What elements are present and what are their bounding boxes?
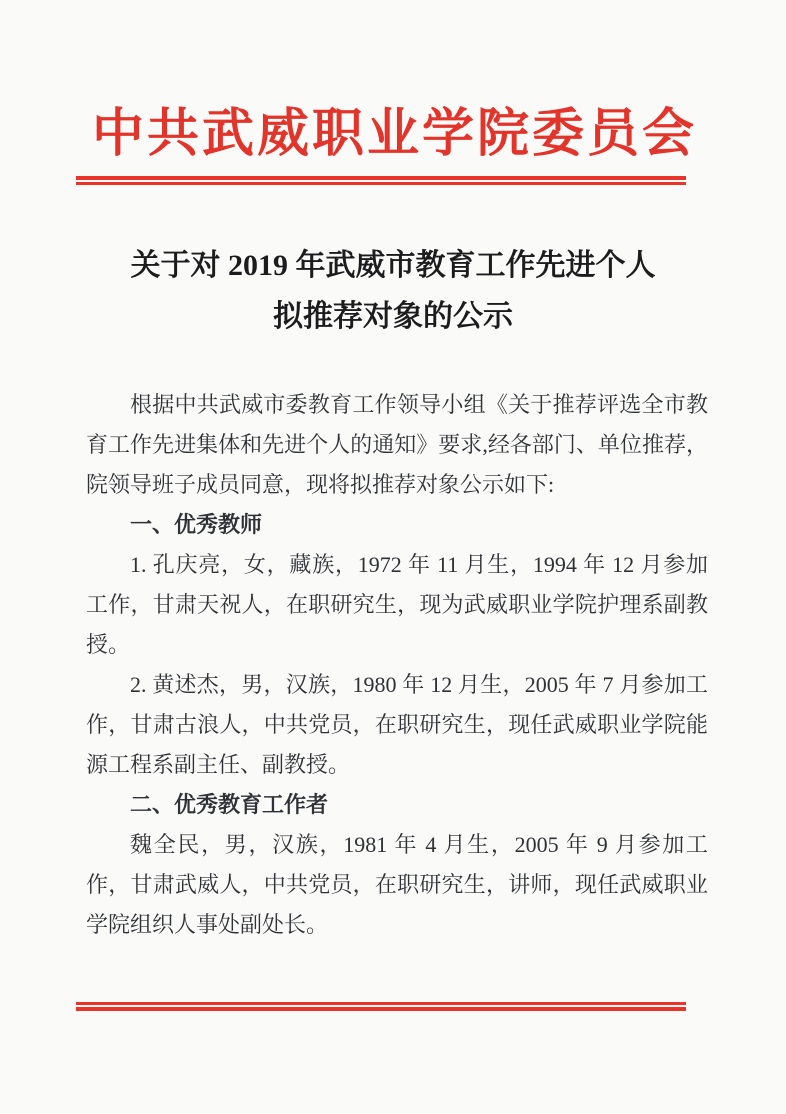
separator-thin-line	[76, 182, 686, 185]
person-item-1: 1. 孔庆亮，女，藏族，1972 年 11 月生，1994 年 12 月参加工作，甘肃天祝人，在职研究生，现为武威职业学院护理系副教授。	[86, 552, 708, 657]
footer-separator	[76, 1002, 686, 1011]
document-body	[86, 385, 708, 945]
intro-paragraph: 根据中共武威市委教育工作领导小组《关于推荐评选全市教育工作先进集体和先进个人的通知》要求,经各部门、单位推荐，院领导班子成员同意，现将拟推荐对象公示如下:	[86, 392, 708, 497]
section-2-heading: 二、优秀教育工作者	[130, 792, 329, 817]
document-title	[0, 240, 786, 342]
person-item-2: 2. 黄述杰，男，汉族，1980 年 12 月生，2005 年 7 月参加工作，甘肃古浪人，中共党员，在职研究生，现任武威职业学院能源工程系副主任、副教授。	[86, 672, 708, 777]
letterhead-separator	[76, 176, 686, 185]
person-item-3: 魏全民，男，汉族，1981 年 4 月生，2005 年 9 月参加工作，甘肃武威人，中共党员，在职研究生，讲师，现任武威职业学院组织人事处副处长。	[86, 832, 708, 937]
section-1-heading: 一、优秀教师	[130, 512, 263, 537]
letterhead-title: 中共武威职业学院委员会	[91, 106, 697, 163]
document-title-line-2: 拟推荐对象的公示	[273, 300, 513, 333]
separator-thick-line	[76, 1007, 686, 1011]
document-title-line-1: 关于对 2019 年武威市教育工作先进个人	[130, 249, 656, 282]
